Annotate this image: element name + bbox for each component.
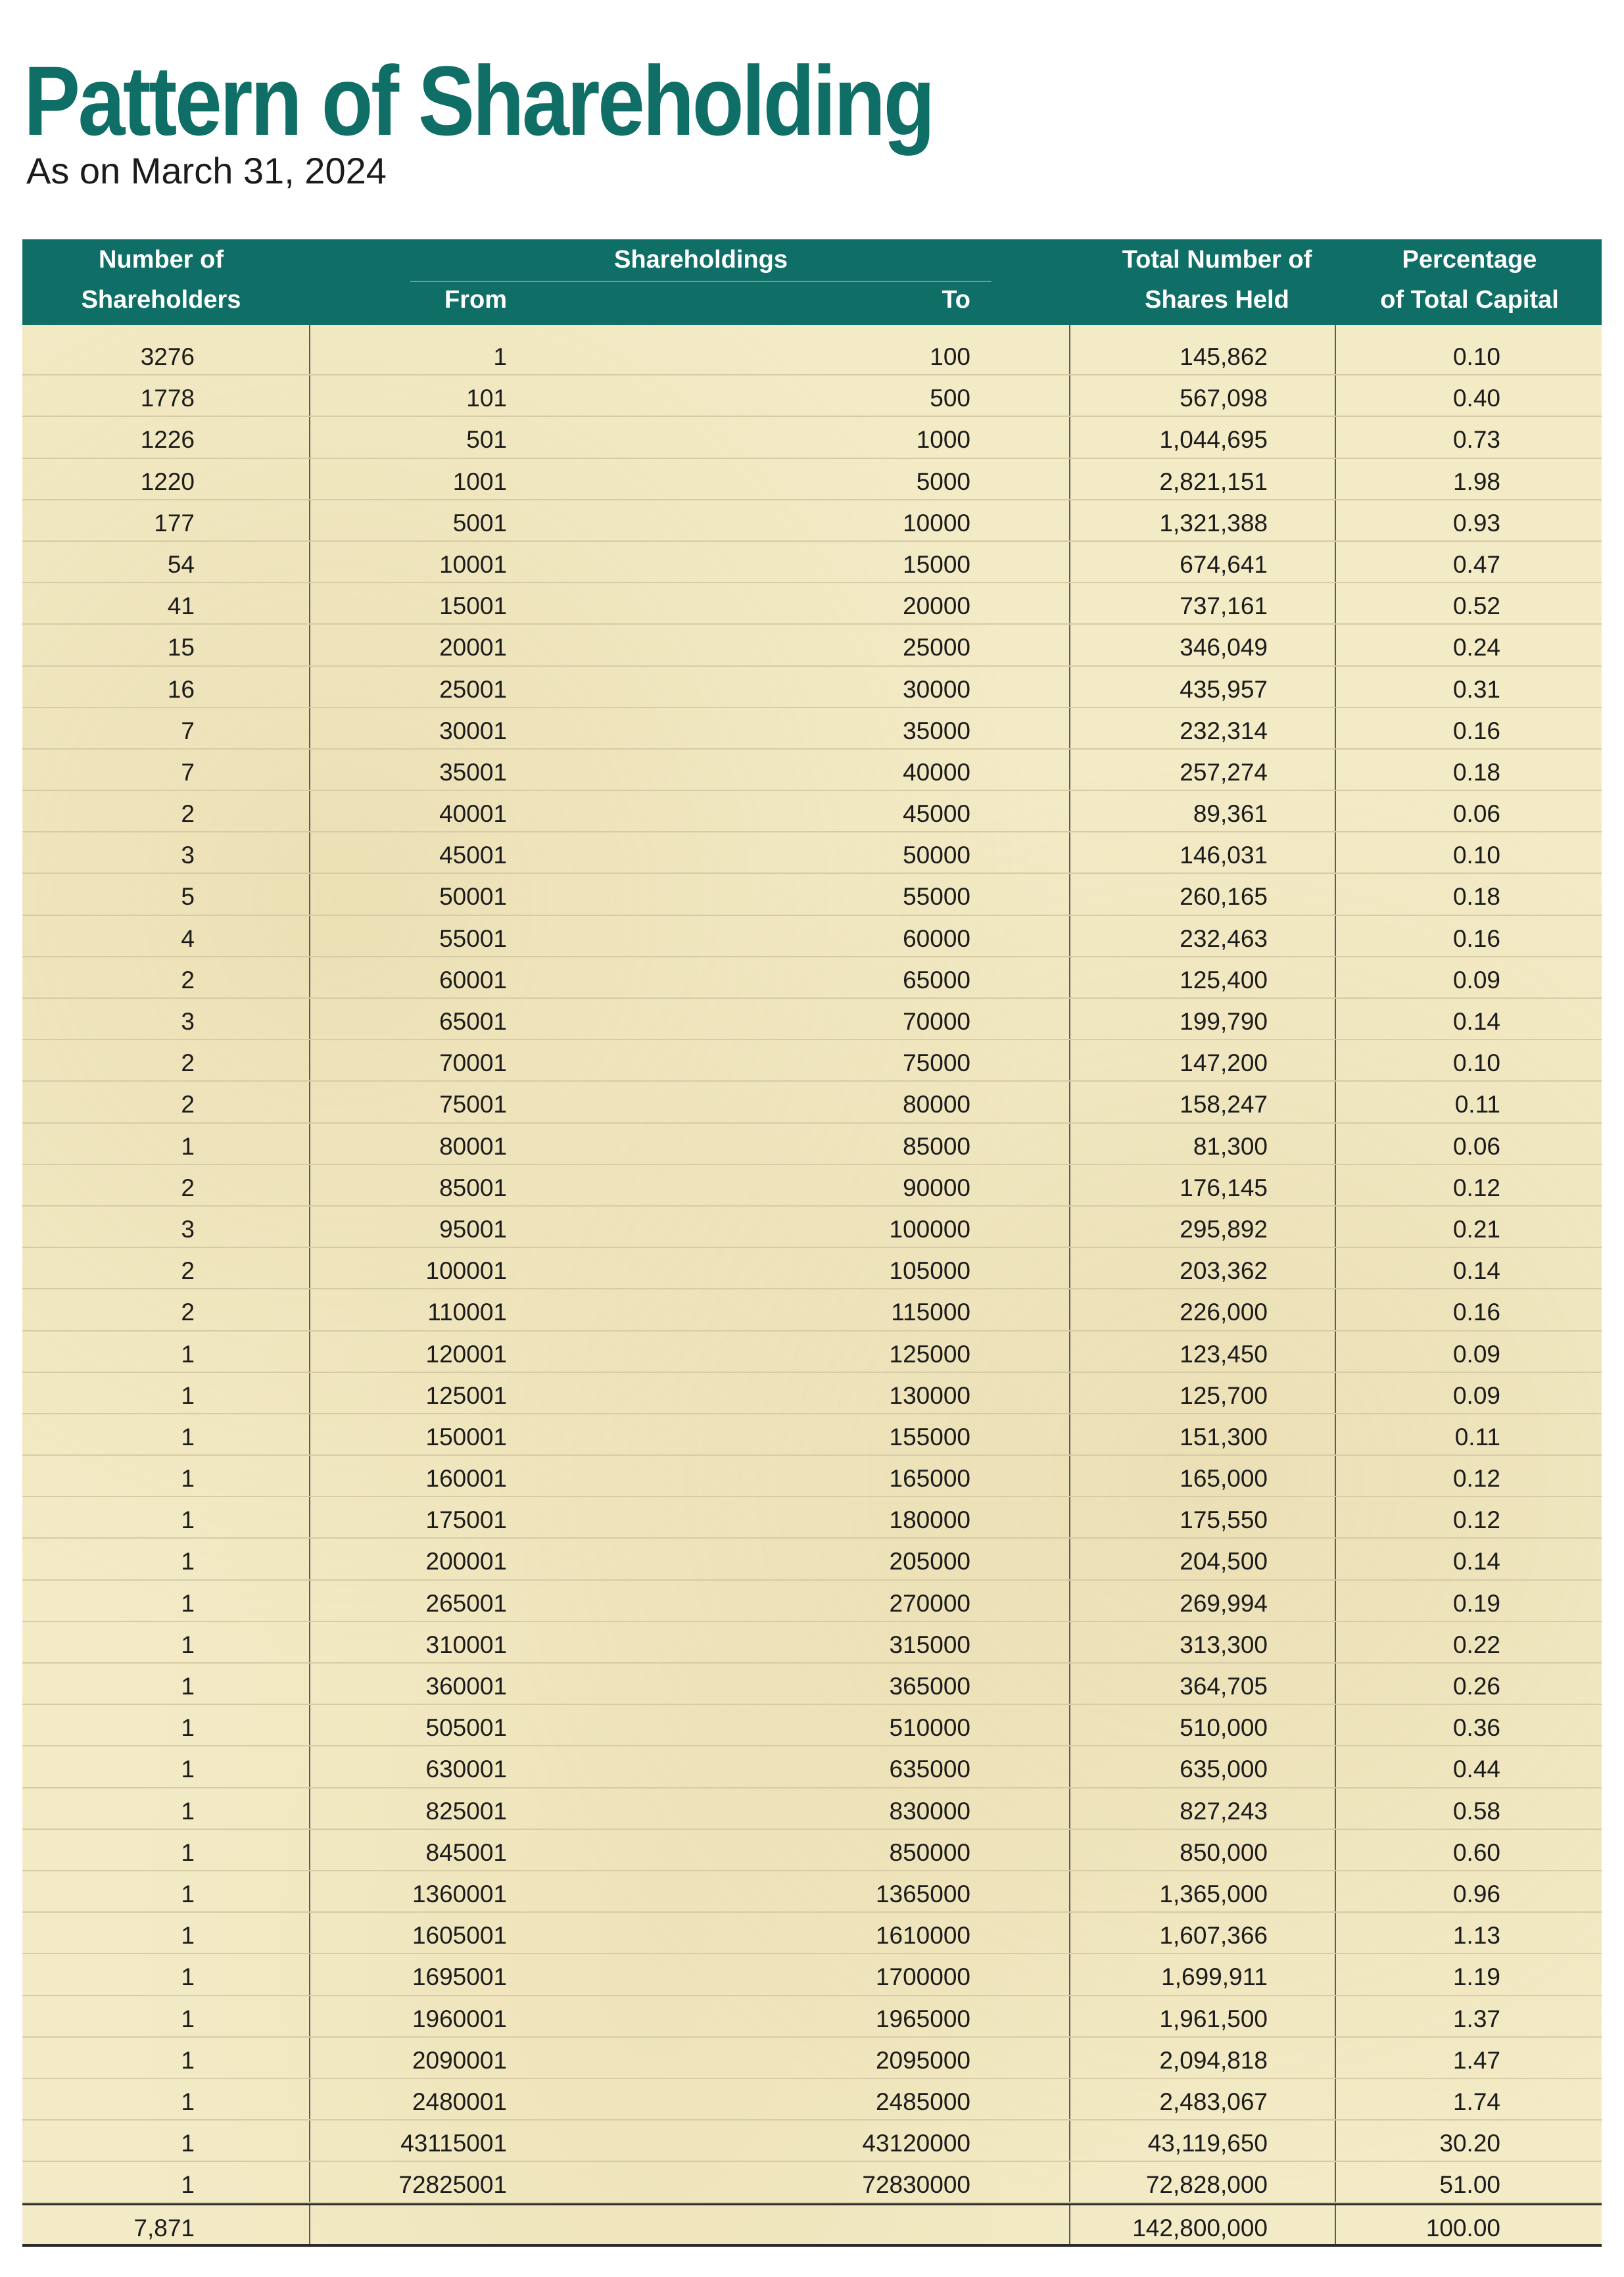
table-row [22,916,1602,957]
cell-to: 1365000 [875,1880,970,1907]
cell-to: 105000 [889,1257,970,1285]
cell-from: 200001 [425,1548,507,1575]
cell-to: 90000 [903,1174,970,1201]
col-shareholders-line1: Number of [99,246,224,274]
cell-shareholders: 3 [181,1215,195,1243]
table-row [22,1622,1602,1664]
cell-shares-held: 567,098 [1180,385,1268,412]
cell-from: 30001 [439,717,507,744]
total-shareholders: 7,871 [133,2215,195,2242]
cell-from: 845001 [425,1838,507,1866]
cell-to: 60000 [903,924,970,952]
cell-percentage: 1.37 [1452,2005,1500,2032]
cell-percentage: 0.18 [1452,883,1500,911]
cell-from: 265001 [425,1589,507,1617]
table-row [22,542,1602,583]
table-row [22,1373,1602,1414]
cell-percentage: 0.09 [1452,1340,1500,1368]
table-row [22,1996,1602,2038]
cell-to: 55000 [903,883,970,911]
table-row [22,957,1602,999]
cell-from: 20001 [439,634,507,661]
cell-percentage: 0.60 [1452,1838,1500,1866]
cell-percentage: 0.36 [1452,1714,1500,1742]
cell-to: 75000 [903,1049,970,1077]
table-row [22,667,1602,708]
cell-shareholders: 1 [181,1589,195,1617]
cell-to: 5000 [916,467,970,495]
cell-shares-held: 260,165 [1180,883,1268,911]
table-row [22,999,1602,1040]
cell-percentage: 0.14 [1452,1008,1500,1035]
cell-shareholders: 1 [181,1548,195,1575]
cell-shares-held: 176,145 [1180,1174,1268,1201]
cell-shares-held: 81,300 [1193,1132,1268,1160]
cell-to: 30000 [903,675,970,703]
cell-to: 70000 [903,1008,970,1035]
cell-percentage: 0.12 [1452,1465,1500,1493]
table-row [22,1954,1602,1996]
cell-from: 1 [493,343,507,370]
cell-from: 43115001 [400,2130,507,2157]
cell-to: 100000 [889,1215,970,1243]
cell-percentage: 0.06 [1452,800,1500,828]
cell-shares-held: 295,892 [1180,1215,1268,1243]
col-pct-line1: Percentage [1402,246,1537,274]
cell-to: 635000 [889,1756,970,1783]
cell-shareholders: 54 [167,550,195,578]
table-row [22,1871,1602,1913]
cell-from: 125001 [425,1381,507,1409]
table-row [22,375,1602,417]
cell-shareholders: 2 [181,1299,195,1326]
table-row [22,417,1602,458]
cell-from: 120001 [425,1340,507,1368]
cell-shareholders: 1 [181,2088,195,2115]
cell-to: 315000 [889,1631,970,1658]
cell-percentage: 51.00 [1439,2171,1500,2199]
cell-to: 1700000 [875,1963,970,1991]
cell-to: 65000 [903,966,970,994]
cell-shareholders: 2 [181,800,195,828]
cell-to: 20000 [903,592,970,620]
col-shareholders-line2: Shareholders [81,286,241,314]
table-row [22,1746,1602,1788]
table-row [22,2038,1602,2079]
cell-percentage: 0.09 [1452,966,1500,994]
cell-shareholders: 1 [181,2046,195,2074]
cell-shareholders: 1 [181,1381,195,1409]
cell-from: 80001 [439,1132,507,1160]
cell-shares-held: 510,000 [1180,1714,1268,1742]
cell-percentage: 0.96 [1452,1880,1500,1907]
cell-percentage: 0.47 [1452,550,1500,578]
cell-to: 2485000 [875,2088,970,2115]
cell-from: 101 [466,385,507,412]
cell-to: 510000 [889,1714,970,1742]
cell-from: 505001 [425,1714,507,1742]
cell-percentage: 0.73 [1452,426,1500,454]
table-row [22,1705,1602,1746]
cell-shares-held: 232,314 [1180,717,1268,744]
table-row [22,708,1602,750]
cell-shares-held: 151,300 [1180,1423,1268,1450]
table-row [22,1289,1602,1331]
cell-to: 1610000 [875,1922,970,1950]
cell-shares-held: 1,365,000 [1159,1880,1268,1907]
cell-shares-held: 123,450 [1180,1340,1268,1368]
cell-shareholders: 16 [167,675,195,703]
cell-percentage: 0.93 [1452,509,1500,537]
cell-percentage: 30.20 [1439,2130,1500,2157]
cell-percentage: 0.44 [1452,1756,1500,1783]
cell-shareholders: 2 [181,1174,195,1201]
cell-shareholders: 1 [181,1465,195,1493]
cell-shareholders: 177 [154,509,195,537]
cell-percentage: 0.06 [1452,1132,1500,1160]
cell-shareholders: 1 [181,1340,195,1368]
cell-shareholders: 1226 [140,426,195,454]
cell-percentage: 0.58 [1452,1797,1500,1825]
cell-from: 5001 [452,509,507,537]
cell-to: 2095000 [875,2046,970,2074]
cell-shareholders: 4 [181,924,195,952]
cell-shareholders: 1778 [140,385,195,412]
table-row [22,625,1602,666]
cell-shareholders: 2 [181,1091,195,1118]
cell-to: 15000 [903,550,970,578]
cell-from: 60001 [439,966,507,994]
cell-shares-held: 674,641 [1180,550,1268,578]
cell-from: 110001 [427,1299,507,1326]
cell-shares-held: 204,500 [1180,1548,1268,1575]
table-row [22,1830,1602,1871]
table-row [22,2079,1602,2121]
cell-shareholders: 3276 [140,343,195,370]
cell-from: 95001 [439,1215,507,1243]
cell-shares-held: 2,821,151 [1159,467,1268,495]
cell-shares-held: 850,000 [1180,1838,1268,1866]
cell-shareholders: 1 [181,1506,195,1534]
table-row [22,1414,1602,1456]
table-row [22,1082,1602,1123]
cell-percentage: 0.16 [1452,1299,1500,1326]
cell-percentage: 0.10 [1452,1049,1500,1077]
cell-from: 310001 [425,1631,507,1658]
cell-percentage: 0.14 [1452,1257,1500,1285]
cell-shares-held: 72,828,000 [1145,2171,1268,2199]
cell-from: 55001 [439,924,507,952]
cell-to: 125000 [889,1340,970,1368]
cell-to: 72830000 [862,2171,970,2199]
cell-percentage: 0.14 [1452,1548,1500,1575]
cell-percentage: 0.18 [1452,758,1500,786]
table-row [22,1207,1602,1248]
table-row [22,1788,1602,1830]
cell-shares-held: 1,607,366 [1159,1922,1268,1950]
cell-to: 500 [930,385,970,412]
cell-shareholders: 15 [167,634,195,661]
cell-percentage: 1.19 [1452,1963,1500,1991]
cell-shareholders: 7 [181,758,195,786]
cell-to: 180000 [889,1506,970,1534]
cell-shares-held: 737,161 [1180,592,1268,620]
cell-to: 115000 [891,1299,970,1326]
col-shares-line1: Total Number of [1122,246,1312,274]
shareholding-table [22,239,1602,2247]
cell-percentage: 0.24 [1452,634,1500,661]
cell-to: 1000 [916,426,970,454]
col-shares-line2: Shares Held [1145,286,1289,314]
table-row [22,1664,1602,1705]
cell-to: 155000 [889,1423,970,1450]
cell-percentage: 0.26 [1452,1673,1500,1700]
cell-shares-held: 232,463 [1180,924,1268,952]
cell-to: 40000 [903,758,970,786]
cell-shareholders: 1 [181,1423,195,1450]
cell-percentage: 0.10 [1452,842,1500,869]
table-row [22,1539,1602,1580]
cell-percentage: 0.19 [1452,1589,1500,1617]
cell-from: 1605001 [412,1922,507,1950]
table-row [22,500,1602,542]
cell-from: 2090001 [412,2046,507,2074]
cell-shareholders: 3 [181,1008,195,1035]
cell-percentage: 1.13 [1452,1922,1500,1950]
cell-to: 830000 [889,1797,970,1825]
cell-from: 50001 [439,883,507,911]
table-row [22,750,1602,791]
cell-shares-held: 635,000 [1180,1756,1268,1783]
cell-shareholders: 2 [181,966,195,994]
cell-from: 1695001 [412,1963,507,1991]
cell-shares-held: 257,274 [1180,758,1268,786]
table-row [22,1497,1602,1539]
cell-percentage: 0.21 [1452,1215,1500,1243]
cell-shares-held: 364,705 [1180,1673,1268,1700]
cell-percentage: 1.47 [1452,2046,1500,2074]
cell-percentage: 0.22 [1452,1631,1500,1658]
cell-from: 825001 [425,1797,507,1825]
cell-shares-held: 43,119,650 [1147,2130,1268,2157]
cell-shareholders: 1 [181,1631,195,1658]
table-body [22,325,1602,2247]
cell-percentage: 0.12 [1452,1506,1500,1534]
cell-from: 15001 [439,592,507,620]
cell-shares-held: 125,700 [1180,1381,1268,1409]
table-row [22,874,1602,915]
cell-from: 10001 [439,550,507,578]
cell-to: 45000 [903,800,970,828]
shareholdings-divider [410,281,991,282]
col-to: To [942,286,970,314]
cell-shareholders: 1 [181,1880,195,1907]
table-row [22,1124,1602,1165]
cell-from: 35001 [439,758,507,786]
cell-percentage: 0.31 [1452,675,1500,703]
table-row [22,1040,1602,1082]
cell-shareholders: 1220 [140,467,195,495]
cell-percentage: 1.74 [1452,2088,1500,2115]
cell-to: 10000 [903,509,970,537]
cell-shares-held: 269,994 [1180,1589,1268,1617]
cell-shareholders: 41 [167,592,195,620]
cell-from: 2480001 [412,2088,507,2115]
cell-shareholders: 1 [181,2171,195,2199]
cell-shareholders: 1 [181,2005,195,2032]
cell-shares-held: 1,321,388 [1159,509,1268,537]
cell-shareholders: 2 [181,1049,195,1077]
cell-shares-held: 145,862 [1180,343,1268,370]
cell-to: 1965000 [875,2005,970,2032]
cell-percentage: 0.12 [1452,1174,1500,1201]
col-from: From [444,286,507,314]
cell-to: 85000 [903,1132,970,1160]
table-row [22,334,1602,375]
cell-shares-held: 165,000 [1180,1465,1268,1493]
table-row [22,1456,1602,1497]
total-shares-held: 142,800,000 [1132,2215,1268,2242]
cell-from: 85001 [439,1174,507,1201]
cell-to: 43120000 [862,2130,970,2157]
table-row [22,459,1602,500]
cell-percentage: 0.16 [1452,717,1500,744]
cell-shareholders: 1 [181,1756,195,1783]
cell-shareholders: 1 [181,1714,195,1742]
cell-shareholders: 1 [181,1797,195,1825]
page-title: Pattern of Shareholding [24,45,933,156]
cell-shares-held: 203,362 [1180,1257,1268,1285]
cell-shareholders: 5 [181,883,195,911]
cell-shareholders: 7 [181,717,195,744]
cell-from: 1001 [452,467,507,495]
cell-from: 25001 [439,675,507,703]
cell-from: 72825001 [398,2171,507,2199]
cell-to: 100 [930,343,970,370]
cell-to: 35000 [903,717,970,744]
cell-shareholders: 2 [181,1257,195,1285]
col-shareholdings: Shareholdings [614,246,788,274]
cell-percentage: 0.09 [1452,1381,1500,1409]
cell-from: 45001 [439,842,507,869]
cell-shares-held: 2,094,818 [1159,2046,1268,2074]
cell-shares-held: 2,483,067 [1159,2088,1268,2115]
cell-from: 1960001 [412,2005,507,2032]
cell-from: 100001 [425,1257,507,1285]
cell-shareholders: 1 [181,1922,195,1950]
table-row [22,832,1602,874]
cell-to: 205000 [889,1548,970,1575]
table-row [22,1581,1602,1622]
cell-from: 150001 [425,1423,507,1450]
cell-percentage: 0.11 [1454,1423,1500,1450]
cell-from: 501 [466,426,507,454]
cell-shares-held: 146,031 [1180,842,1268,869]
cell-shares-held: 435,957 [1180,675,1268,703]
cell-shareholders: 1 [181,1963,195,1991]
cell-percentage: 0.11 [1454,1091,1500,1118]
cell-shares-held: 346,049 [1180,634,1268,661]
cell-to: 365000 [889,1673,970,1700]
cell-shares-held: 827,243 [1180,1797,1268,1825]
cell-to: 130000 [889,1381,970,1409]
cell-from: 1360001 [412,1880,507,1907]
cell-percentage: 0.40 [1452,385,1500,412]
table-row [22,2162,1602,2203]
cell-percentage: 0.52 [1452,592,1500,620]
cell-shares-held: 1,961,500 [1159,2005,1268,2032]
cell-to: 80000 [903,1091,970,1118]
table-row [22,1165,1602,1207]
cell-from: 360001 [425,1673,507,1700]
page-subtitle: As on March 31, 2024 [26,150,387,191]
cell-shares-held: 226,000 [1180,1299,1268,1326]
cell-to: 850000 [889,1838,970,1866]
cell-shares-held: 125,400 [1180,966,1268,994]
cell-shareholders: 1 [181,1132,195,1160]
cell-shares-held: 1,699,911 [1161,1963,1268,1991]
table-row [22,1248,1602,1289]
total-row [22,2203,1602,2247]
cell-shares-held: 313,300 [1180,1631,1268,1658]
cell-percentage: 1.98 [1452,467,1500,495]
cell-from: 40001 [439,800,507,828]
cell-from: 175001 [425,1506,507,1534]
table-row [22,2121,1602,2162]
cell-from: 65001 [439,1008,507,1035]
cell-from: 630001 [425,1756,507,1783]
cell-from: 160001 [425,1465,507,1493]
cell-shareholders: 3 [181,842,195,869]
total-percentage: 100.00 [1425,2215,1500,2242]
cell-to: 25000 [903,634,970,661]
col-pct-line2: of Total Capital [1380,286,1559,314]
cell-shares-held: 1,044,695 [1159,426,1268,454]
cell-shares-held: 158,247 [1180,1091,1268,1118]
cell-shareholders: 1 [181,2130,195,2157]
cell-shares-held: 199,790 [1180,1008,1268,1035]
cell-shareholders: 1 [181,1838,195,1866]
cell-percentage: 0.10 [1452,343,1500,370]
cell-shares-held: 89,361 [1193,800,1268,828]
cell-shareholders: 1 [181,1673,195,1700]
table-row [22,1913,1602,1954]
cell-shares-held: 175,550 [1180,1506,1268,1534]
cell-to: 50000 [903,842,970,869]
table-header [22,239,1602,325]
cell-from: 75001 [439,1091,507,1118]
table-row [22,583,1602,625]
cell-to: 270000 [889,1589,970,1617]
cell-percentage: 0.16 [1452,924,1500,952]
table-row [22,1331,1602,1373]
cell-shares-held: 147,200 [1180,1049,1268,1077]
cell-to: 165000 [889,1465,970,1493]
table-row [22,791,1602,832]
cell-from: 70001 [439,1049,507,1077]
